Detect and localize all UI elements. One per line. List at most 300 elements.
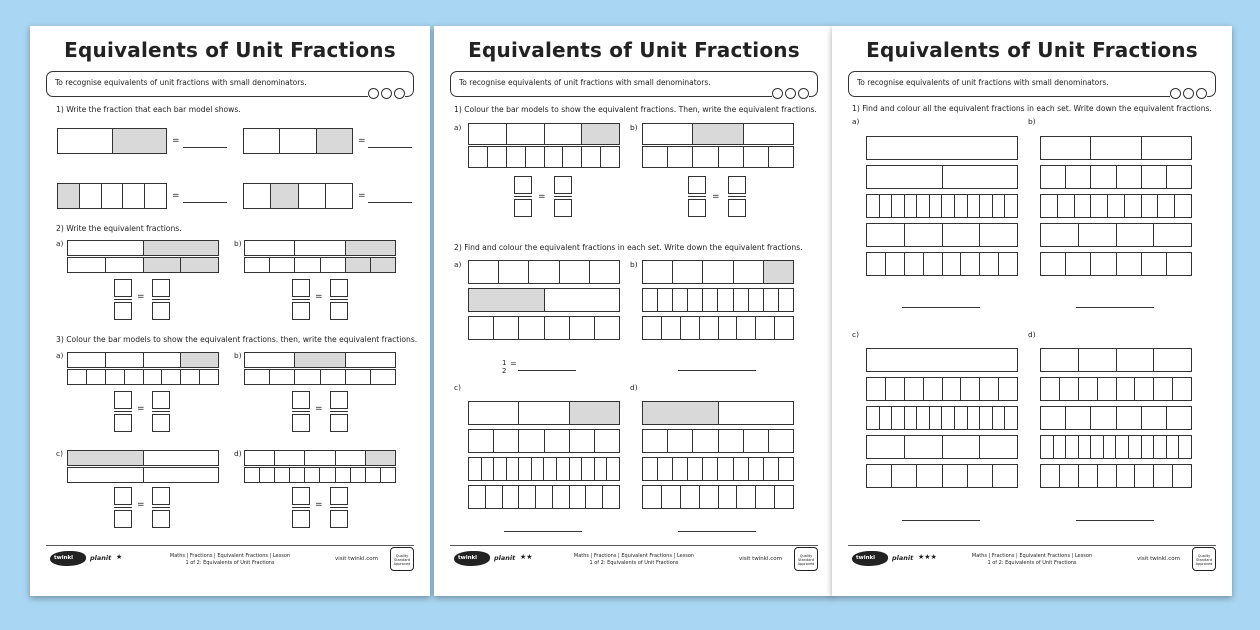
label-c: c) (56, 449, 63, 458)
bar-cell (570, 486, 587, 508)
bar-cell (532, 458, 545, 480)
bar-model[interactable] (866, 406, 1018, 430)
bar-model[interactable] (1040, 406, 1192, 430)
bar-cell (68, 468, 144, 482)
bar-cell (336, 451, 366, 465)
bar-cell (280, 129, 316, 153)
bar-model[interactable] (866, 348, 1018, 372)
numerator-box[interactable] (688, 176, 706, 194)
bar-model[interactable] (67, 467, 219, 483)
numerator-box[interactable] (152, 391, 170, 409)
bar-cell (668, 147, 693, 167)
denominator-box[interactable] (292, 302, 310, 320)
bar-model[interactable] (1040, 252, 1192, 276)
bar-cell (144, 451, 219, 465)
bar-cell (1142, 253, 1167, 275)
logo-text: twinkl (856, 555, 876, 561)
bar-cell (536, 486, 553, 508)
bar-cell (507, 458, 520, 480)
bar-cell (673, 261, 703, 283)
bar-cell (200, 370, 218, 384)
bar-cell (245, 258, 270, 272)
denominator-box[interactable] (728, 199, 746, 217)
numerator-box[interactable] (292, 391, 310, 409)
bar-cell (1117, 166, 1142, 188)
bar-model[interactable] (866, 165, 1018, 189)
bar-cell (162, 370, 181, 384)
answer-line[interactable] (518, 370, 576, 371)
bar-model[interactable] (244, 467, 396, 483)
bar-cell (469, 261, 499, 283)
progress-circles (1170, 88, 1207, 99)
bar-cell (545, 147, 564, 167)
bar-cell (68, 258, 106, 272)
bar-model (244, 240, 396, 256)
bar-cell (734, 458, 749, 480)
answer-line[interactable] (504, 531, 582, 532)
bar-cell (993, 407, 1006, 429)
badge-text: Quality Standard Approved (1195, 554, 1213, 566)
bar-cell (917, 465, 942, 487)
bar-model[interactable] (1040, 223, 1192, 247)
bar-cell (643, 124, 693, 144)
question-2: 2) Write the equivalent fractions. (56, 224, 182, 233)
bar-cell (275, 451, 305, 465)
bar-model (243, 183, 353, 209)
bar-cell (1041, 465, 1060, 487)
shaded-bar-cell (144, 258, 182, 272)
bar-model[interactable] (642, 457, 794, 481)
denominator-box[interactable] (114, 510, 132, 528)
bar-cell (181, 370, 200, 384)
bar-cell (326, 184, 352, 208)
bar-cell (563, 147, 582, 167)
equals-sign: = (538, 192, 546, 202)
bar-cell (1091, 137, 1141, 159)
bar-cell (295, 370, 320, 384)
bar-cell (1066, 407, 1091, 429)
bar-model[interactable] (642, 260, 794, 284)
answer-line[interactable] (678, 370, 756, 371)
bar-cell (570, 458, 583, 480)
fraction-line (152, 411, 170, 412)
fraction-line (152, 507, 170, 508)
bar-cell (1125, 195, 1142, 217)
circle-icon (785, 88, 796, 99)
bar-cell (668, 430, 693, 452)
shaded-bar-cell (346, 241, 395, 255)
bar-cell (1041, 253, 1066, 275)
bar-cell (494, 458, 507, 480)
visit-link[interactable]: visit twinkl.com (739, 556, 782, 562)
bar-model[interactable] (642, 146, 794, 168)
bar-model[interactable] (866, 136, 1018, 160)
denominator-box[interactable] (152, 414, 170, 432)
circle-icon (368, 88, 379, 99)
denominator-box[interactable] (330, 414, 348, 432)
bar-model (57, 128, 167, 154)
bar-cell (1135, 465, 1154, 487)
denominator-box[interactable] (688, 199, 706, 217)
bar-cell (68, 370, 87, 384)
bar-cell (737, 486, 756, 508)
label-b: b) (630, 260, 638, 269)
bar-model[interactable] (1040, 464, 1192, 488)
bar-model[interactable] (67, 450, 219, 466)
denominator-box[interactable] (292, 510, 310, 528)
bar-cell (58, 129, 113, 153)
bar-cell (917, 195, 930, 217)
bar-cell (1135, 378, 1154, 400)
badge-text: Quality Standard Approved (393, 554, 411, 566)
bar-model[interactable] (244, 450, 396, 466)
bar-cell (603, 486, 619, 508)
bar-cell (643, 261, 673, 283)
answer-line[interactable] (1076, 520, 1154, 521)
bar-cell (106, 370, 125, 384)
denominator-box[interactable] (554, 199, 572, 217)
numerator-box[interactable] (330, 279, 348, 297)
example-denominator: 2 (502, 367, 507, 375)
bar-model[interactable] (866, 194, 1018, 218)
answer-line[interactable] (902, 307, 980, 308)
bar-cell (1041, 137, 1091, 159)
answer-line[interactable] (902, 520, 980, 521)
bar-model[interactable] (642, 316, 794, 340)
bar-model[interactable] (1040, 435, 1192, 459)
bar-cell (305, 468, 320, 482)
bar-cell (469, 458, 482, 480)
bar-cell (545, 430, 570, 452)
circle-icon (1196, 88, 1207, 99)
equals-sign: = (510, 359, 517, 368)
bar-cell (955, 407, 968, 429)
bar-cell (482, 458, 495, 480)
numerator-box[interactable] (152, 487, 170, 505)
bar-cell (681, 486, 700, 508)
bar-cell (80, 184, 102, 208)
denominator-box[interactable] (330, 510, 348, 528)
bar-model[interactable] (244, 352, 396, 368)
learning-objective: To recognise equivalents of unit fractions with small denominators. (459, 78, 711, 87)
numerator-box[interactable] (114, 391, 132, 409)
progress-circles (368, 88, 405, 99)
learning-objective: To recognise equivalents of unit fractions with small denominators. (857, 78, 1109, 87)
bar-cell (718, 458, 733, 480)
bar-cell (87, 370, 106, 384)
bar-cell (582, 458, 595, 480)
bar-cell (764, 289, 779, 311)
bar-model[interactable] (642, 123, 794, 145)
bar-cell (469, 124, 507, 144)
label-d: d) (630, 383, 638, 392)
numerator-box[interactable] (728, 176, 746, 194)
bar-model[interactable] (468, 485, 620, 509)
bar-cell (867, 378, 886, 400)
bar-cell (295, 258, 320, 272)
circle-icon (394, 88, 405, 99)
fraction-line (554, 196, 572, 197)
answer-line[interactable] (183, 147, 227, 148)
denominator-box[interactable] (114, 302, 132, 320)
bar-model[interactable] (866, 252, 1018, 276)
bar-cell (346, 370, 371, 384)
question-1: 1) Find and colour all the equivalent fractions in each set. Write down the equivalent fractions. (852, 104, 1212, 113)
bar-cell (290, 468, 305, 482)
bar-cell (1117, 224, 1155, 246)
bar-cell (1041, 166, 1066, 188)
bar-cell (245, 353, 295, 367)
bar-cell (892, 407, 905, 429)
bar-model (244, 257, 396, 273)
bar-cell (961, 378, 980, 400)
bar-cell (769, 147, 793, 167)
bar-model[interactable] (468, 316, 620, 340)
numerator-box[interactable] (330, 487, 348, 505)
bar-cell (544, 458, 557, 480)
answer-line[interactable] (678, 531, 756, 532)
bar-cell (980, 253, 999, 275)
worksheet-1 (30, 26, 430, 596)
bar-cell (469, 147, 488, 167)
circle-icon (772, 88, 783, 99)
numerator-box[interactable] (514, 176, 532, 194)
bar-cell (718, 289, 733, 311)
bar-cell (658, 458, 673, 480)
bar-model[interactable] (1040, 165, 1192, 189)
bar-cell (486, 486, 503, 508)
bar-cell (905, 378, 924, 400)
bar-cell (1060, 378, 1079, 400)
denominator-box[interactable] (514, 199, 532, 217)
bar-model[interactable] (642, 401, 794, 425)
bar-cell (371, 370, 395, 384)
bar-cell (886, 378, 905, 400)
label-c: c) (454, 383, 461, 392)
bar-model[interactable] (1040, 194, 1192, 218)
numerator-box[interactable] (114, 279, 132, 297)
bar-model[interactable] (468, 288, 620, 312)
bar-model[interactable] (642, 288, 794, 312)
bar-cell (867, 253, 886, 275)
bar-cell (1079, 349, 1117, 371)
bar-model[interactable] (866, 435, 1018, 459)
bar-cell (942, 407, 955, 429)
bar-cell (590, 261, 619, 283)
bar-cell (867, 137, 1017, 159)
numerator-box[interactable] (554, 176, 572, 194)
bar-model[interactable] (468, 429, 620, 453)
bar-model (67, 240, 219, 256)
bar-cell (1041, 349, 1079, 371)
bar-cell (1091, 253, 1116, 275)
bar-cell (526, 147, 545, 167)
bar-cell (999, 378, 1017, 400)
bar-model[interactable] (468, 123, 620, 145)
bar-cell (1005, 407, 1017, 429)
label-c: c) (852, 330, 859, 339)
bar-cell (658, 289, 673, 311)
bar-model[interactable] (866, 464, 1018, 488)
bar-cell (582, 147, 601, 167)
shaded-bar-cell (144, 241, 219, 255)
bar-model[interactable] (468, 146, 620, 168)
equals-sign: = (172, 136, 180, 146)
bar-model[interactable] (642, 429, 794, 453)
bar-cell (1173, 378, 1191, 400)
bar-model[interactable] (1040, 348, 1192, 372)
bar-cell (244, 184, 271, 208)
bar-cell (144, 370, 163, 384)
bar-model[interactable] (1040, 136, 1192, 160)
footer-divider (450, 545, 818, 546)
bar-cell (734, 261, 764, 283)
bar-cell (662, 317, 681, 339)
circle-icon (1170, 88, 1181, 99)
bar-cell (1079, 224, 1117, 246)
bar-cell (892, 465, 917, 487)
answer-line[interactable] (368, 202, 412, 203)
bar-model[interactable] (468, 260, 620, 284)
denominator-box[interactable] (152, 510, 170, 528)
bar-cell (601, 147, 619, 167)
bar-cell (519, 402, 569, 424)
bar-cell (917, 407, 930, 429)
bar-model[interactable] (866, 223, 1018, 247)
bar-cell (1041, 195, 1058, 217)
label-a: a) (56, 351, 64, 360)
bar-cell (1005, 195, 1017, 217)
answer-line[interactable] (1076, 307, 1154, 308)
visit-link[interactable]: visit twinkl.com (335, 556, 378, 562)
bar-cell (494, 430, 519, 452)
denominator-box[interactable] (152, 302, 170, 320)
bar-cell (1091, 166, 1116, 188)
bar-cell (499, 261, 529, 283)
label-b: b) (630, 123, 638, 132)
bar-cell (320, 468, 335, 482)
bar-cell (1104, 436, 1117, 458)
bar-cell (488, 147, 507, 167)
bar-cell (519, 458, 532, 480)
bar-cell (756, 317, 775, 339)
bar-cell (586, 486, 603, 508)
bar-cell (1154, 349, 1191, 371)
fraction-line (292, 299, 310, 300)
bar-model[interactable] (468, 401, 620, 425)
progress-circles (772, 88, 809, 99)
bar-model[interactable] (866, 377, 1018, 401)
bar-cell (980, 378, 999, 400)
bar-cell (1041, 378, 1060, 400)
numerator-box[interactable] (292, 279, 310, 297)
bar-cell (1173, 465, 1191, 487)
bar-cell (867, 436, 905, 458)
bar-cell (545, 124, 583, 144)
bar-cell (719, 317, 738, 339)
bar-cell (245, 370, 270, 384)
badge-text: Quality Standard Approved (797, 554, 815, 566)
bar-cell (553, 486, 570, 508)
denominator-box[interactable] (114, 414, 132, 432)
bar-model[interactable] (67, 352, 219, 368)
bar-cell (719, 147, 744, 167)
bar-cell (494, 317, 519, 339)
footer-divider (46, 545, 414, 546)
bar-cell (867, 224, 905, 246)
denominator-box[interactable] (330, 302, 348, 320)
bar-cell (942, 195, 955, 217)
label-a: a) (852, 117, 860, 126)
bar-cell (905, 436, 943, 458)
bar-model[interactable] (1040, 377, 1192, 401)
bar-cell (886, 253, 905, 275)
shaded-bar-cell (181, 258, 218, 272)
bar-cell (1167, 436, 1180, 458)
footer-lesson: 1 of 2: Equivalents of Unit Fractions (185, 560, 275, 566)
numerator-box[interactable] (114, 487, 132, 505)
equals-sign: = (137, 404, 145, 414)
bar-cell (557, 458, 570, 480)
bar-cell (643, 289, 658, 311)
bar-cell (643, 317, 662, 339)
fraction-line (728, 196, 746, 197)
numerator-box[interactable] (330, 391, 348, 409)
answer-line[interactable] (368, 147, 412, 148)
bar-cell (930, 407, 943, 429)
bar-model[interactable] (67, 369, 219, 385)
shaded-bar-cell (366, 451, 395, 465)
footer-divider (848, 545, 1216, 546)
visit-link[interactable]: visit twinkl.com (1137, 556, 1180, 562)
bar-cell (662, 486, 681, 508)
equals-sign: = (315, 292, 323, 302)
equals-sign: = (137, 292, 145, 302)
fraction-line (114, 507, 132, 508)
bar-cell (321, 258, 346, 272)
bar-cell (381, 468, 395, 482)
bar-cell (1098, 378, 1117, 400)
bar-cell (643, 458, 658, 480)
fraction-line (152, 299, 170, 300)
bar-cell (867, 195, 880, 217)
bar-cell (867, 407, 880, 429)
bar-cell (968, 465, 993, 487)
bar-cell (519, 317, 544, 339)
fraction-line (114, 411, 132, 412)
bar-cell (1142, 166, 1167, 188)
bar-model[interactable] (642, 485, 794, 509)
bar-model[interactable] (244, 369, 396, 385)
shaded-bar-cell (271, 184, 298, 208)
bar-cell (595, 430, 619, 452)
bar-cell (1167, 253, 1191, 275)
bar-cell (1054, 436, 1067, 458)
denominator-box[interactable] (292, 414, 310, 432)
bar-cell (779, 289, 793, 311)
answer-line[interactable] (183, 202, 227, 203)
quality-badge-icon (1192, 547, 1216, 571)
bar-cell (145, 184, 166, 208)
numerator-box[interactable] (152, 279, 170, 297)
bar-cell (968, 407, 981, 429)
bar-cell (905, 195, 918, 217)
footer-subject: Maths | Fractions | Equivalent Fractions | Lesson (169, 553, 291, 559)
bar-model[interactable] (468, 457, 620, 481)
numerator-box[interactable] (292, 487, 310, 505)
bar-cell (519, 430, 544, 452)
bar-cell (245, 241, 295, 255)
